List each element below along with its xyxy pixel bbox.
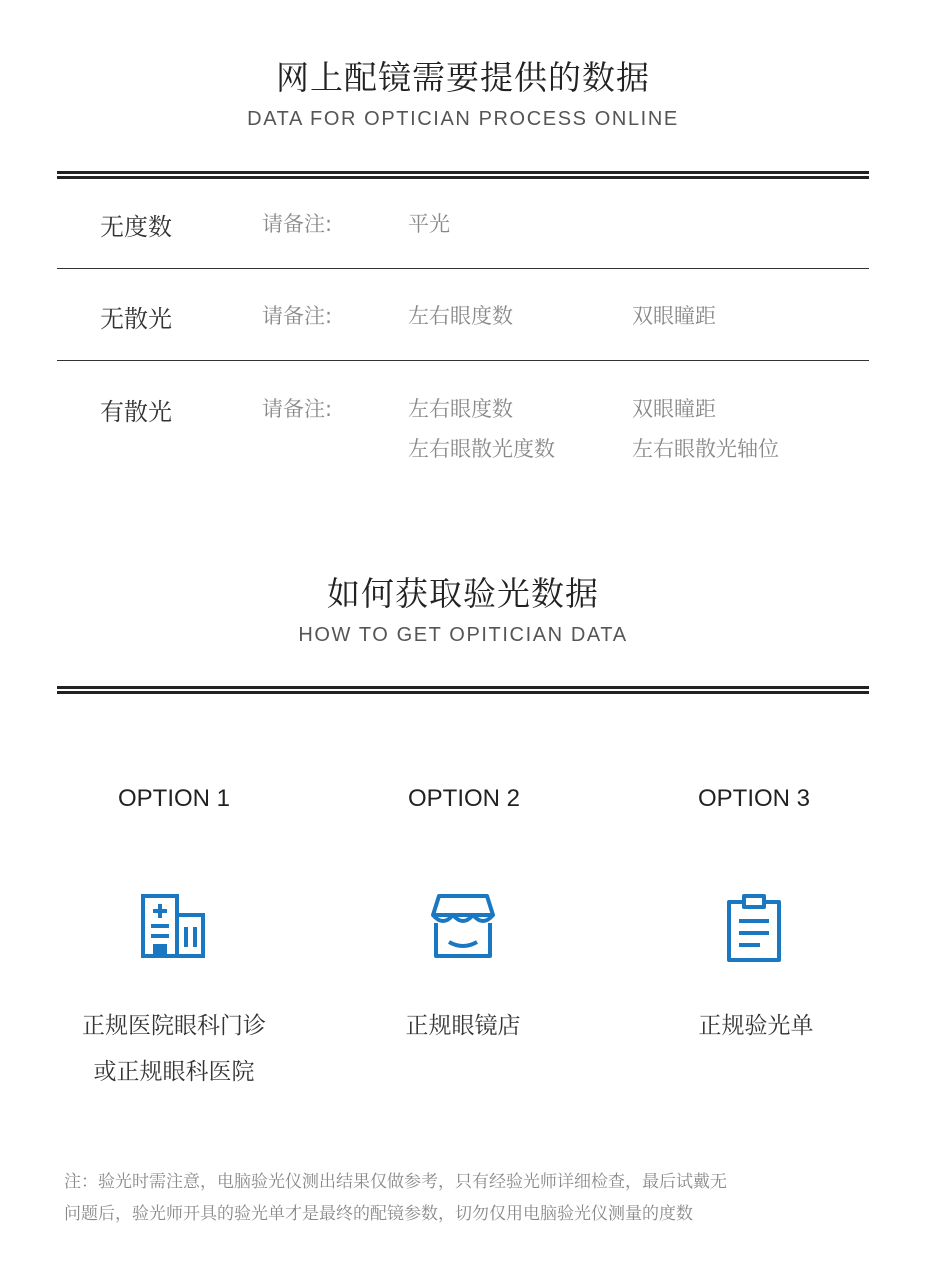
clipboard-icon bbox=[724, 893, 784, 963]
row-label-no-power: 无度数 bbox=[100, 213, 172, 241]
row-value: 双眼瞳距 bbox=[632, 397, 716, 421]
row-value: 双眼瞳距 bbox=[632, 304, 716, 328]
section2-double-rule bbox=[57, 686, 869, 694]
option-2-title: OPTION 2 bbox=[407, 785, 521, 812]
row-value: 左右眼度数 bbox=[408, 304, 513, 328]
section1-title: 网上配镜需要提供的数据 bbox=[276, 58, 650, 97]
row-label-no-astigmatism: 无散光 bbox=[100, 305, 172, 333]
row-value: 左右眼散光度数 bbox=[408, 437, 555, 461]
footnote bbox=[64, 1166, 864, 1230]
row-divider bbox=[57, 360, 869, 361]
section1-double-rule bbox=[57, 171, 869, 179]
option-1-title: OPTION 1 bbox=[117, 785, 231, 812]
section1-subtitle: DATA FOR OPTICIAN PROCESS ONLINE bbox=[247, 108, 679, 130]
footnote-line-1: 注：验光时需注意，电脑验光仪测出结果仅做参考，只有经验光师详细检查，最后试戴无 bbox=[64, 1172, 727, 1192]
row-value: 左右眼度数 bbox=[408, 397, 513, 421]
section2-subtitle: HOW TO GET OPITICIAN DATA bbox=[298, 624, 628, 646]
row-note-label: 请备注: bbox=[262, 304, 333, 328]
row-note-label: 请备注: bbox=[262, 397, 333, 421]
option-1-desc bbox=[52, 1003, 296, 1095]
option-3-desc-line: 正规验光单 bbox=[698, 1013, 814, 1039]
section2-title: 如何获取验光数据 bbox=[327, 574, 599, 613]
row-note-label: 请备注: bbox=[262, 212, 333, 236]
row-value: 左右眼散光轴位 bbox=[632, 437, 779, 461]
row-label-astigmatism: 有散光 bbox=[100, 398, 172, 426]
option-2-desc-line: 正规眼镜店 bbox=[405, 1013, 521, 1039]
option-1-desc-line: 或正规眼科医院 bbox=[93, 1059, 255, 1085]
hospital-icon bbox=[140, 893, 206, 959]
option-3-title: OPTION 3 bbox=[697, 785, 811, 812]
option-3-desc bbox=[636, 1003, 876, 1049]
row-value: 平光 bbox=[408, 212, 450, 236]
option-2-desc bbox=[343, 1003, 583, 1049]
shop-icon bbox=[430, 893, 496, 959]
footnote-line-2: 问题后，验光师开具的验光单才是最终的配镜参数，切勿仅用电脑验光仪测量的度数 bbox=[64, 1204, 693, 1224]
row-divider bbox=[57, 268, 869, 269]
option-1-desc-line: 正规医院眼科门诊 bbox=[82, 1013, 266, 1039]
